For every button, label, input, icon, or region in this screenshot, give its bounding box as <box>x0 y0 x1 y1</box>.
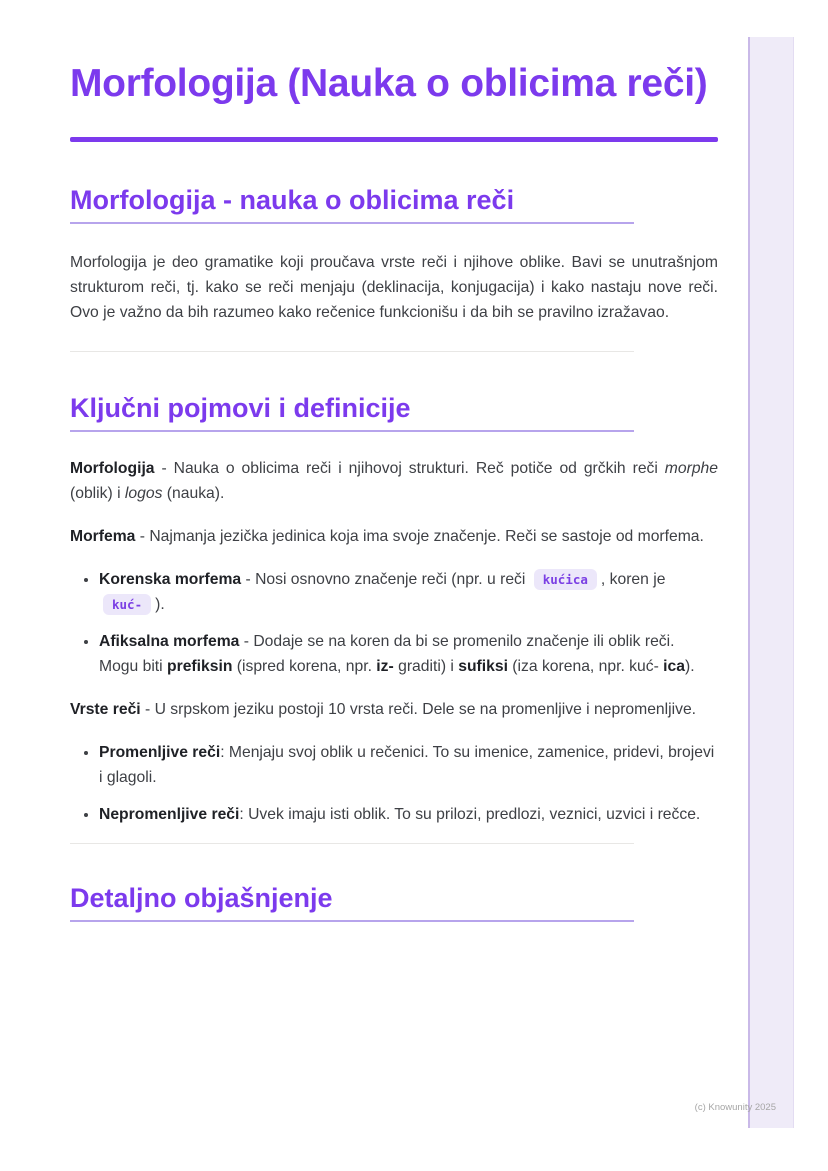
definition-vrste-reci <box>70 697 718 722</box>
term-nepromenljive-reci: Nepromenljive reči <box>99 806 240 823</box>
list-item-promenljive-reci <box>99 740 718 790</box>
title-rule <box>70 137 718 142</box>
list-item-text: (ispred korena, npr. <box>232 658 377 675</box>
term-morfema: Morfema <box>70 528 136 545</box>
list-item-text: ). <box>684 658 695 675</box>
term-vrste-reci: Vrste reči <box>70 701 141 718</box>
term-promenljive-reci: Promenljive reči <box>99 744 221 761</box>
document-content <box>70 0 718 922</box>
definition-morfema <box>70 524 718 549</box>
section-heading-morfologija: Morfologija - nauka o oblicima reči <box>70 184 634 224</box>
list-item-text: : Uvek imaju isti oblik. To su prilozi, predlozi, veznici, uzvici i rečce. <box>239 806 701 823</box>
list-item-text: - Nosi osnovno značenje reči (npr. u reči <box>241 571 530 588</box>
list-item-afiksalna-morfema <box>99 629 718 679</box>
list-item-text: (iza korena, npr. kuć- <box>507 658 664 675</box>
list-item-text: - Dodaje se na koren da bi se promenilo značenje ili oblik reči. Mogu biti <box>99 633 675 675</box>
definition-text: - Najmanja jezička jedinica koja ima svoje značenje. Reči se sastoje od morfema. <box>135 528 704 545</box>
section-divider-2 <box>70 843 634 844</box>
list-item-nepromenljive-reci <box>99 802 718 827</box>
bold-iz: iz- <box>376 658 394 675</box>
list-item-text: ). <box>155 596 165 613</box>
bold-prefiksin: prefiksin <box>167 658 233 675</box>
code-chip-kuc: kuć- <box>103 594 151 615</box>
definition-text: - U srpskom jeziku postoji 10 vrsta reči. Dele se na promenljive i nepromenljive. <box>140 701 697 718</box>
list-item-korenska-morfema <box>99 567 718 617</box>
definition-text: (oblik) i <box>70 485 125 502</box>
page-title: Morfologija (Nauka o oblicima reči) <box>70 62 708 105</box>
vrste-reci-list <box>70 740 718 827</box>
definition-text: - Nauka o oblicima reči i njihovoj strukturi. Reč potiče od grčkih reči <box>154 460 665 477</box>
bold-ica: ica <box>663 658 685 675</box>
code-chip-kucica: kućica <box>534 569 597 590</box>
term-korenska-morfema: Korenska morfema <box>99 571 242 588</box>
morfema-types-list <box>70 567 718 679</box>
term-morfologija: Morfologija <box>70 460 155 477</box>
section-heading-kljucni-pojmovi: Ključni pojmovi i definicije <box>70 392 634 432</box>
page-side-strip <box>748 37 794 1128</box>
italic-morphe: morphe <box>664 460 718 477</box>
list-item-text: graditi) i <box>393 658 459 675</box>
paragraph-intro: Morfologija je deo gramatike koji proučava vrste reči i njihove oblike. Bavi se unutrašnjom strukturom reči, tj. kako se reči menjaju (deklinacija, konjugacija) i kako nastaju nove reči. Ovo je važno da bih razumeo kako rečenice funkcionišu i da bih se pravilno izražavao. <box>70 254 718 321</box>
list-item-text: : Menjaju svoj oblik u rečenici. To su imenice, zamenice, pridevi, brojevi i glagoli. <box>99 744 715 786</box>
definition-morfologija <box>70 456 718 506</box>
section-divider-1 <box>70 351 634 352</box>
section-heading-detaljno-objasnjenje: Detaljno objašnjenje <box>70 882 634 922</box>
italic-logos: logos <box>124 485 163 502</box>
watermark: (c) Knowunity 2025 <box>694 1102 776 1113</box>
bold-sufiksi: sufiksi <box>458 658 508 675</box>
term-afiksalna-morfema: Afiksalna morfema <box>99 633 240 650</box>
definition-text: (nauka). <box>162 485 225 502</box>
list-item-text: , koren je <box>600 571 666 588</box>
